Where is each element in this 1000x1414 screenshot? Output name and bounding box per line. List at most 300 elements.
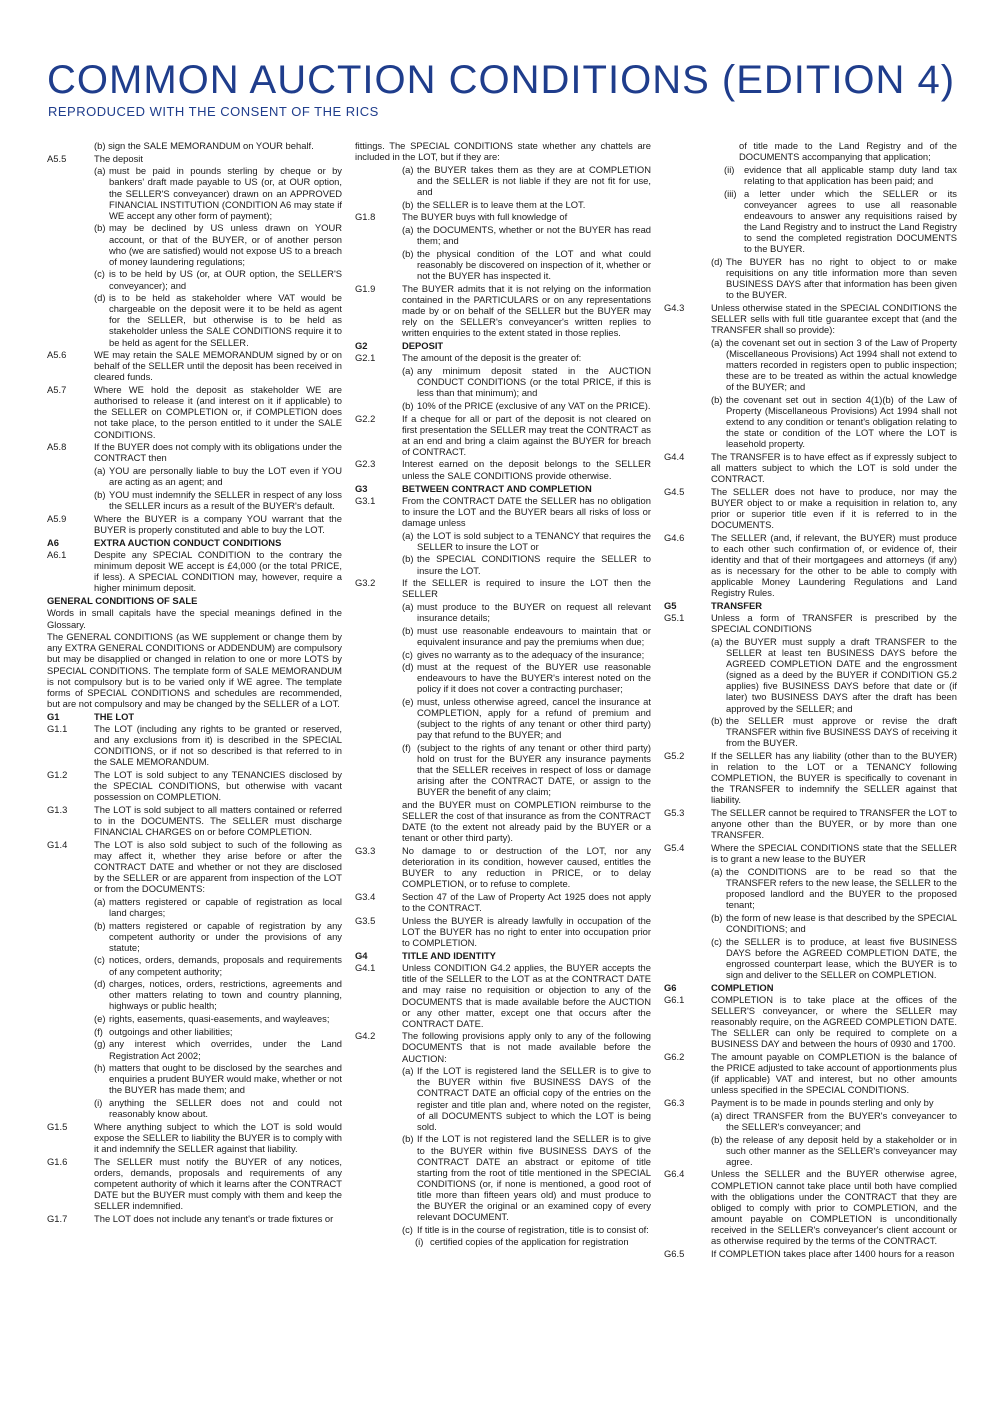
clause-number: G1 [47, 710, 60, 722]
sub-clause-body [711, 164, 957, 186]
sub-clause-text: gives no warranty as to the adequacy of the insurance; [417, 648, 645, 660]
clause-number: G3.1 [355, 494, 376, 506]
sub-clause-text: of title made to the Land Registry and of the DOCUMENTS accompanying that application; [739, 140, 957, 163]
sub-clause-text: may be declined by US unless drawn on YOUR account, or that of the BUYER, or of another person who (we are satisfied) would not expose US to a breach of money laundering regulations; [109, 222, 342, 267]
clause-number: G3 [355, 482, 368, 494]
clause-number: A6.1 [47, 548, 67, 560]
section-heading: GENERAL CONDITIONS OF SALE [47, 594, 198, 606]
sub-clause [47, 292, 342, 347]
sub-clause [355, 224, 651, 246]
sub-clause-text: (b) sign the SALE MEMORANDUM on YOUR behalf. [94, 140, 314, 151]
sub-clause-body [711, 337, 957, 392]
clause [355, 352, 651, 363]
sub-clause-body [711, 1110, 957, 1132]
clause-number: G4.1 [355, 962, 376, 974]
clause [355, 915, 651, 948]
clause [355, 283, 651, 338]
sub-clause-label: (a) [402, 364, 414, 376]
section-title: BETWEEN CONTRACT AND COMPLETION [402, 482, 592, 494]
section-heading [47, 711, 342, 722]
sub-clause-label: (c) [711, 935, 722, 947]
clause [47, 1156, 342, 1211]
sub-clause-body [711, 636, 957, 714]
sub-clause [47, 920, 342, 953]
sub-clause-label: (a) [402, 224, 414, 236]
sub-clause-body [402, 696, 651, 740]
sub-clause-label: (e) [402, 696, 414, 708]
conditions-body [47, 140, 957, 1402]
clause-text: Unless the BUYER is already lawfully in occupation of the LOT the BUYER has no right to enter into occupation prior to COMPLETION. [402, 914, 651, 949]
sub-clause-text: the covenant set out in section 3 of the Law of Property (Miscellaneous Provisions) Act 1994 shall not extend to matters recorded in registers open to public inspection; these are to be treated as within the actual knowledge of the BUYER; and [726, 336, 957, 392]
sub-clause-label: (c) [94, 954, 105, 966]
sub-clause-body [711, 866, 957, 910]
clause-text: Where WE hold the deposit as stakeholder WE are authorised to release it (and interest on it if applicable) to the SELLER on COMPLETION or, if COMPLETION does not take place, to the person entitled to it under the SALE CONDITIONS. [94, 384, 342, 440]
clause-text: WE may retain the SALE MEMORANDUM signed by or on behalf of the SELLER until the deposit has been received in cleared funds. [94, 349, 342, 383]
clause-number: G5.2 [664, 750, 685, 762]
sub-clause-label: (a) [711, 865, 723, 877]
sub-clause-text: matters that ought to be disclosed by the searches and enquiries a prudent BUYER would make, whether or not the BUYER has made them; and [109, 1062, 342, 1096]
clause-number: G1.7 [47, 1212, 68, 1224]
sub-clause-label: (ii) [724, 163, 735, 175]
sub-clause-body [94, 920, 342, 953]
sub-clause-label: (a) [94, 165, 106, 177]
clause-number: G4.2 [355, 1030, 376, 1042]
sub-clause-body [94, 1013, 342, 1024]
sub-clause-label: (a) [402, 163, 414, 175]
sub-clause-body [402, 224, 651, 246]
sub-clause-label: (h) [94, 1062, 106, 1074]
sub-clause-label: (a) [94, 464, 106, 476]
paragraph: fittings. The SPECIAL CONDITIONS state whether any chattels are included in the LOT, but if they are: [355, 140, 651, 163]
sub-clause-text: must use reasonable endeavours to maintain that or equivalent insurance and pay the premiums when due; [417, 624, 651, 647]
sub-clause-text: any minimum deposit stated in the AUCTION CONDUCT CONDITIONS (or the total PRICE, if this is less than that minimum); and [417, 364, 651, 399]
sub-clause-body [711, 1134, 957, 1167]
sub-clause-label: (d) [94, 978, 106, 990]
sub-clause-body [94, 165, 342, 220]
sub-clause-label: (c) [402, 1223, 413, 1235]
sub-clause-label: (e) [94, 1013, 106, 1025]
sub-clause-body [711, 140, 957, 162]
clause-number: G5.4 [664, 842, 685, 854]
sub-clause [47, 1013, 342, 1024]
clause-number: G6.5 [664, 1247, 685, 1259]
clause [355, 495, 651, 528]
sub-clause-text: evidence that all applicable stamp duty land tax relating to that application has been paid; and [744, 163, 957, 186]
clause-number: A5.7 [47, 384, 67, 396]
sub-clause-body [402, 164, 651, 197]
sub-clause-text: matters registered or capable of registration by any competent authority or under the provisions of any statute; [109, 919, 342, 953]
clause-text: The LOT is sold subject to all matters contained or referred to in the DOCUMENTS. The SELLER must discharge FINANCIAL CHARGES on or before COMPLETION. [94, 803, 342, 838]
clause-text: The BUYER admits that it is not relying on the information contained in the PARTICULARS or on any representations made by or on behalf of the SELLER but the BUYER may rely on the SELLER's conveyancer's written replies to written enquiries to the extent stated in those replies. [402, 282, 651, 339]
clause-number: A5.8 [47, 441, 67, 453]
sub-clause [664, 912, 957, 934]
clause [664, 750, 957, 805]
clause-number: G3.2 [355, 577, 376, 589]
sub-clause-text: the form of new lease is that described by the SPECIAL CONDITIONS; and [726, 911, 957, 934]
sub-clause-text: rights, easements, quasi-easements, and wayleaves; [109, 1013, 330, 1025]
clause [47, 384, 342, 439]
clause-text: Interest earned on the deposit belongs to the SELLER unless the SALE CONDITIONS provide otherwise. [402, 458, 651, 481]
sub-clause-body [94, 978, 342, 1011]
sub-clause-label: (b) [402, 247, 414, 259]
sub-clause-body [94, 489, 342, 511]
sub-clause-text: direct TRANSFER from the BUYER's conveyancer to the SELLER's conveyancer; and [726, 1109, 957, 1132]
section-heading [664, 982, 957, 993]
sub-clause-body [402, 742, 651, 797]
sub-clause [664, 1134, 957, 1167]
clause-number: G2 [355, 340, 368, 352]
sub-clause-text: the SELLER must approve or revise the draft TRANSFER within five BUSINESS DAYS of receiving it from the BUYER. [726, 715, 957, 749]
sub-clause-body [711, 936, 957, 980]
clause-text: Where anything subject to which the LOT is sold would expose the SELLER to liability the BUYER is to comply with it and indemnify the SELLER against that liability. [94, 1120, 342, 1155]
clause-number: G4.4 [664, 450, 685, 462]
clause-number: G2.3 [355, 458, 376, 470]
sub-clause [47, 1062, 342, 1095]
sub-clause-label: (i) [415, 1236, 424, 1248]
sub-clause-text: certified copies of the application for registration [430, 1236, 629, 1248]
sub-clause [355, 248, 651, 281]
sub-clause-body [94, 1038, 342, 1060]
sub-clause-body [402, 625, 651, 647]
sub-clause-label: (b) [402, 624, 414, 636]
section-title: TITLE AND IDENTITY [402, 950, 496, 962]
sub-clause-text: the BUYER must supply a draft TRANSFER to the SELLER at least ten BUSINESS DAYS before the AGREED COMPLETION DATE and the engrossment (signed as a deed by the BUYER if CONDITION G5.2 applies) five BUSINESS DAYS before that date or (if later) two BUSINESS DAYS after the draft has been approved by the SELLER; and [726, 635, 957, 714]
sub-clause-label: (d) [402, 661, 414, 673]
sub-clause [664, 394, 957, 449]
clause-text: The SELLER does not have to produce, nor may the BUYER object to or make a requisition in relation to, any prior or superior title even if it is referred to in the DOCUMENTS. [711, 485, 957, 530]
clause [664, 1248, 957, 1259]
clause-number: G1.8 [355, 211, 376, 223]
clause [47, 1121, 342, 1154]
sub-clause-label: (b) [711, 1133, 723, 1145]
sub-clause [664, 715, 957, 748]
sub-clause-body [402, 400, 651, 411]
sub-clause-text: The BUYER has no right to object to or make requisitions on any title information more than seven BUSINESS DAYS after that information has been given to the BUYER. [726, 255, 957, 300]
sub-clause-body [94, 268, 342, 290]
sub-clause-label: (b) [94, 919, 106, 931]
sub-clause-text: must at the request of the BUYER use reasonable endeavours to have the BUYER's interest noted on the policy if it does not cover a contracting purchaser; [417, 661, 651, 695]
sub-clause-text: a letter under which the SELLER or its conveyancer agrees to use all reasonable endeavours to answer any requisitions raised by the Land Registry and to instruct the Land Registry to send the completed registration DOCUMENTS to the BUYER. [744, 187, 957, 255]
section-title: TRANSFER [711, 600, 763, 612]
sub-clause-text: the physical condition of the LOT and what could reasonably be discovered on inspection of it, whether or not the BUYER has inspected it. [417, 247, 651, 281]
clause [47, 441, 342, 463]
sub-clause-label: (a) [711, 336, 723, 348]
sub-clause-text: (subject to the rights of any tenant or other third party) hold on trust for the BUYER any insurance payments that the SELLER receives in respect of loss or damage arising after the CONTRACT DATE, or assign to the BUYER the benefit of any claim; [417, 742, 651, 798]
clause-number: G4 [355, 950, 368, 962]
sub-clause-label: (a) [402, 1065, 414, 1077]
sub-clause-body [402, 799, 651, 843]
clause [47, 723, 342, 767]
sub-clause-text: the BUYER takes them as they are at COMPLETION and the SELLER is not liable if they are not fit for use, and [417, 163, 651, 197]
clause [355, 458, 651, 480]
sub-clause-text: notices, orders, demands, proposals and requirements of any competent authority; [109, 954, 342, 977]
sub-clause [47, 1038, 342, 1060]
sub-clause-label: (g) [94, 1038, 106, 1050]
clause [664, 842, 957, 864]
sub-clause-label: (a) [711, 1109, 723, 1121]
clause [355, 211, 651, 222]
sub-clause-text: outgoings and other liabilities; [109, 1025, 233, 1037]
sub-clause-body [402, 1133, 651, 1222]
clause-text: If the SELLER is required to insure the LOT then the SELLER [402, 577, 651, 600]
clause-text: Unless a form of TRANSFER is prescribed by the SPECIAL CONDITIONS [711, 612, 957, 635]
sub-clause [664, 188, 957, 255]
clause [355, 577, 651, 599]
sub-clause-label: (b) [94, 488, 106, 500]
sub-clause-label: (d) [711, 255, 723, 267]
clause-text: Payment is to be made in pounds sterling and only by [711, 1097, 934, 1109]
clause-text: COMPLETION is to take place at the offices of the SELLER'S conveyancer, or where the SELLER may reasonably require, on the AGREED COMPLETION DATE. The SELLER can only be required to complete on a BUSINESS DAY and between the hours of 0930 and 1700. [711, 994, 957, 1050]
sub-clause-text: the covenant set out in section 4(1)(b) of the Law of Property (Miscellaneous Provisions) Act 1994 shall not extend to any condition or tenant's obligation relating to the state or condition of the LOT where the LOT is leasehold property. [726, 393, 957, 449]
clause [47, 153, 342, 164]
clause-number: G1.4 [47, 838, 68, 850]
clause-text: If the SELLER has any liability (other than to the BUYER) in relation to the LOT or a TENANCY following COMPLETION, the BUYER is specifically to covenant in the TRANSFER to indemnify the SELLER against that liability. [711, 750, 957, 806]
clause-text: The LOT (including any rights to be granted or reserved, and any exclusions from it) is described in the SPECIAL CONDITIONS, or if not so described is that referred to in the SALE MEMORANDUM. [94, 723, 342, 768]
sub-clause-label: (b) [402, 553, 414, 565]
sub-clause [355, 365, 651, 398]
sub-clause-text: is to be held as stakeholder where VAT would be chargeable on the deposit were it to be held as agent for the SELLER, but otherwise is to be held as stakeholder unless the SALE CONDITIONS require it to be held as agent for the SELLER. [109, 292, 342, 348]
clause-number: G6.4 [664, 1168, 685, 1180]
clause-number: G3.5 [355, 914, 376, 926]
clause-text: Where the BUYER is a company YOU warrant that the BUYER is properly constituted and able to buy the LOT. [94, 512, 342, 535]
clause [664, 1097, 957, 1108]
sub-clause-body [402, 649, 651, 660]
clause-number: G5 [664, 600, 677, 612]
clause [355, 413, 651, 457]
sub-clause-body [711, 256, 957, 300]
sub-clause-label: (b) [711, 911, 723, 923]
clause [355, 845, 651, 889]
clause-text: Where the SPECIAL CONDITIONS state that the SELLER is to grant a new lease to the BUYER [711, 842, 957, 865]
sub-clause-text: YOU must indemnify the SELLER in respect of any loss the SELLER incurs as a result of the BUYER's default. [109, 488, 342, 511]
sub-clause [355, 553, 651, 575]
sub-clause-body [402, 199, 651, 210]
clause-text: Section 47 of the Law of Property Act 1925 does not apply to the CONTRACT. [402, 891, 651, 914]
sub-clause-text: any interest which overrides, under the Land Registration Act 2002; [109, 1038, 342, 1061]
clause-text: The BUYER buys with full knowledge of [402, 211, 568, 223]
clause-number: G5.1 [664, 612, 685, 624]
sub-clause-body [94, 1062, 342, 1095]
sub-clause [664, 256, 957, 300]
clause [47, 839, 342, 894]
clause-text: The SELLER (and, if relevant, the BUYER) must produce to each other such confirmation of, or evidence of, their identity and that of their mortgagees and attorneys (if any) as is necessary for the other to be able to comply with applicable Money Laundering Regulations and Land Registry Rules. [711, 531, 957, 598]
sub-clause [664, 936, 957, 980]
sub-clause-text: the CONDITIONS are to be read so that the TRANSFER refers to the new lease, the SELLER to the proposed landlord and the BUYER to the proposed tenant; [726, 865, 957, 911]
sub-clause [355, 649, 651, 660]
sub-clause [355, 1224, 651, 1235]
sub-clause [355, 199, 651, 210]
sub-clause [355, 1065, 651, 1132]
clause [355, 891, 651, 913]
clause [664, 302, 957, 335]
clause-number: G1.2 [47, 768, 68, 780]
sub-clause [47, 465, 342, 487]
clause-text: No damage to or destruction of the LOT, nor any deterioration in its condition, however caused, entitles the BUYER to any reduction in PRICE, or to delay COMPLETION, or to refuse to complete. [402, 845, 651, 890]
sub-clause [47, 268, 342, 290]
sub-clause [664, 164, 957, 186]
sub-clause-text: the DOCUMENTS, whether or not the BUYER has read them; and [417, 224, 651, 247]
clause-number: G1.5 [47, 1120, 68, 1132]
clause [47, 769, 342, 802]
sub-clause-label: (a) [402, 600, 414, 612]
section-heading [47, 537, 342, 548]
sub-clause-body [402, 1236, 651, 1247]
sub-clause [664, 140, 957, 162]
sub-clause-body [94, 954, 342, 976]
sub-clause-text: If the LOT is not registered land the SELLER is to give to the BUYER within five BUSINESS DAYS of the CONTRACT DATE an abstract or epitome of title starting from the root of title mentioned in the SPECIAL CONDITIONS (or, if none is mentioned, a good root of title more than fifteen years old) and must produce to the BUYER the original or an examined copy of every relevant DOCUMENT. [417, 1133, 651, 1223]
clause-number: G4.3 [664, 301, 685, 313]
sub-clause [47, 954, 342, 976]
section-title: EXTRA AUCTION CONDUCT CONDITIONS [94, 536, 282, 548]
clause [47, 1213, 342, 1224]
sub-clause-label: (b) [402, 1133, 414, 1145]
sub-clause-label: (i) [94, 1097, 103, 1109]
sub-clause-label: (a) [711, 635, 723, 647]
clause [47, 804, 342, 837]
sub-clause-text: the SELLER is to produce, at least five BUSINESS DAYS before the AGREED COMPLETION DATE, the engrossed counterpart lease, which the BUYER is to sign and deliver to the SELLER on COMPLETION. [726, 935, 957, 980]
sub-clause-text: If title is in the course of registration, title is to consist of: [417, 1223, 649, 1235]
clause-number: A5.6 [47, 349, 67, 361]
sub-clause-body [402, 601, 651, 623]
clause [664, 532, 957, 599]
sub-clause-text: If the LOT is registered land the SELLER is to give to the BUYER within five BUSINESS DAYS of the CONTRACT DATE an official copy of the entries on the register and title plan and, where noted on the register, of all DOCUMENTS subject to which the LOT is being sold. [417, 1065, 651, 1132]
sub-clause [47, 165, 342, 220]
sub-clause-label: (f) [402, 742, 411, 754]
section-title: THE LOT [94, 710, 135, 722]
clause-number: G1.1 [47, 723, 68, 734]
sub-clause-body [402, 1224, 651, 1235]
sub-clause [355, 530, 651, 552]
sub-clause-body [402, 248, 651, 281]
sub-clause [47, 1026, 342, 1037]
section-heading [355, 340, 651, 351]
sub-clause [47, 896, 342, 918]
clause-text: The following provisions apply only to any of the following DOCUMENTS that is not made available before the AUCTION: [402, 1030, 651, 1064]
sub-clause-text: and the BUYER must on COMPLETION reimburse to the SELLER the cost of that insurance as from the CONTRACT DATE (to the extent not already paid by the BUYER or a tenant or other third party). [402, 799, 651, 844]
sub-clause-label: (f) [94, 1025, 103, 1037]
sub-clause-body [94, 140, 342, 151]
sub-clause [355, 164, 651, 197]
sub-clause [355, 799, 651, 843]
sub-clause [664, 337, 957, 392]
sub-clause-text: charges, notices, orders, restrictions, agreements and other matters relating to town and country planning, highways or public health; [109, 978, 342, 1012]
clause [664, 451, 957, 484]
clause-number: A5.9 [47, 512, 67, 524]
sub-clause [355, 696, 651, 740]
sub-clause-body [711, 394, 957, 449]
sub-clause-body [94, 465, 342, 487]
sub-clause [355, 1133, 651, 1222]
clause [355, 1030, 651, 1063]
sub-clause-label: (b) [402, 399, 414, 411]
sub-clause [355, 742, 651, 797]
clause-text: The LOT is sold subject to any TENANCIES disclosed by the SPECIAL CONDITIONS, but otherwise with vacant possession on COMPLETION. [94, 768, 342, 803]
sub-clause [664, 866, 957, 910]
column-2 [355, 140, 651, 1402]
clause-text: The SELLER must notify the BUYER of any notices, orders, demands, proposals and requirements of any competent authority of which it learns after the CONTRACT DATE but the BUYER must comply with them and keep the SELLER indemnified. [94, 1155, 342, 1212]
sub-clause-text: must, unless otherwise agreed, cancel the insurance at COMPLETION, apply for a refund of premium and (subject to the rights of any tenant or other third party) pay that refund to the BUYER; and [417, 696, 651, 741]
clause-text: If a cheque for all or part of the deposit is not cleared on first presentation the SELLER may treat the CONTRACT as at an end and bring a claim against the BUYER for breach of CONTRACT. [402, 412, 651, 457]
clause-number: A6 [47, 536, 59, 548]
clause-number: G4.6 [664, 531, 685, 543]
clause-text: From the CONTRACT DATE the SELLER has no obligation to insure the LOT and the BUYER bears all risks of loss or damage unless [402, 494, 651, 528]
sub-clause-body [94, 1097, 342, 1119]
sub-clause [355, 1236, 651, 1247]
column-1 [47, 140, 342, 1402]
sub-clause-text: must produce to the BUYER on request all relevant insurance details; [417, 600, 651, 624]
column-3 [664, 140, 957, 1402]
sub-clause-indent [724, 140, 739, 162]
clause [47, 349, 342, 382]
sub-clause-label: (b) [402, 198, 414, 210]
sub-clause-text: the release of any deposit held by a stakeholder or in such other manner as the SELLER's conveyancer may agree. [726, 1133, 957, 1167]
sub-clause-text: must be paid in pounds sterling by cheque or by bankers' draft made payable to US (or, at OUR option, the SELLER'S conveyancer) drawn on an APPROVED FINANCIAL INSTITUTION (CONDITION A6 may state if WE accept any other form of payment); [109, 165, 342, 221]
clause-text: The SELLER cannot be required to TRANSFER the LOT to anyone other than the BUYER, or by more than one TRANSFER. [711, 807, 957, 841]
sub-clause-text: 10% of the PRICE (exclusive of any VAT on the PRICE). [417, 399, 651, 411]
clause [664, 612, 957, 634]
clause-number: G6.1 [664, 994, 685, 1006]
sub-clause [355, 661, 651, 694]
clause-number: G5.3 [664, 807, 685, 819]
sub-clause-text: YOU are personally liable to buy the LOT even if YOU are acting as an agent; and [109, 464, 342, 488]
sub-clause-label: (iii) [724, 187, 737, 199]
sub-clause [355, 601, 651, 623]
sub-clause-body [94, 222, 342, 266]
sub-clause-label: (b) [94, 222, 106, 234]
sub-clause-text: anything the SELLER does not and could not reasonably know about. [109, 1097, 342, 1120]
clause-number: G1.3 [47, 803, 68, 815]
paragraph: Words in small capitals have the special meanings defined in the Glossary. [47, 607, 342, 630]
clause-number: G1.9 [355, 282, 376, 294]
clause-text: The TRANSFER is to have effect as if expressly subject to all matters subject to which the LOT is sold under the CONTRACT. [711, 450, 957, 484]
sub-clause-label: (b) [711, 393, 723, 405]
page-title: COMMON AUCTION CONDITIONS (EDITION 4) [47, 58, 956, 102]
section-title: COMPLETION [711, 981, 774, 993]
sub-clause-body [94, 896, 342, 918]
section-heading [355, 483, 651, 494]
clause-number: G4.5 [664, 485, 685, 497]
section-title: DEPOSIT [402, 340, 444, 352]
sub-clause-text: is to be held by US (or, at OUR option, the SELLER'S conveyancer); and [109, 268, 342, 291]
clause-text: Unless CONDITION G4.2 applies, the BUYER accepts the title of the SELLER to the LOT as at the CONTRACT DATE and may raise no requisition or objection to any of the DOCUMENTS that is made available before the AUCTION or any other matter, except one that occurs after the CONTRACT DATE. [402, 962, 651, 1029]
clause [47, 513, 342, 535]
clause-text: Unless otherwise stated in the SPECIAL CONDITIONS the SELLER sells with full title guarantee except that (and the TRANSFER shall so provide): [711, 301, 957, 335]
clause-number: G2.2 [355, 412, 376, 424]
clause [664, 486, 957, 530]
clause [664, 1051, 957, 1095]
sub-clause [47, 978, 342, 1011]
clause-text: The amount payable on COMPLETION is the balance of the PRICE adjusted to take account of apportionments plus (if applicable) VAT and interest, but no other amounts unless specified in the SPECIAL CONDITIONS. [711, 1051, 957, 1096]
clause-text: Unless the SELLER and the BUYER otherwise agree, COMPLETION cannot take place until both have complied with the obligations under the CONTRACT that they are obliged to comply with prior to COMPLETION, and the amount payable on COMPLETION is unconditionally received in the SELLER's conveyancer's client account or as otherwise required by the terms of the CONTRACT. [711, 1168, 957, 1246]
clause [664, 1168, 957, 1246]
section-heading [355, 950, 651, 961]
clause-number: G3.4 [355, 891, 376, 903]
section-heading [664, 600, 957, 611]
sub-clause-body [711, 188, 957, 255]
clause-text: The amount of the deposit is the greater of: [402, 352, 582, 364]
sub-clause [47, 489, 342, 511]
clause [664, 807, 957, 840]
clause-number: G1.6 [47, 1155, 68, 1167]
sub-clause-text: the SPECIAL CONDITIONS require the SELLER to insure the LOT. [417, 553, 651, 576]
sub-clause-label: (c) [402, 648, 413, 660]
sub-clause [47, 1097, 342, 1119]
clause-text: If the BUYER does not comply with its obligations under the CONTRACT then [94, 441, 342, 464]
clause [355, 962, 651, 1029]
sub-clause-body [402, 530, 651, 552]
clause-number: G3.3 [355, 845, 376, 857]
clause-number: G6.3 [664, 1097, 685, 1109]
